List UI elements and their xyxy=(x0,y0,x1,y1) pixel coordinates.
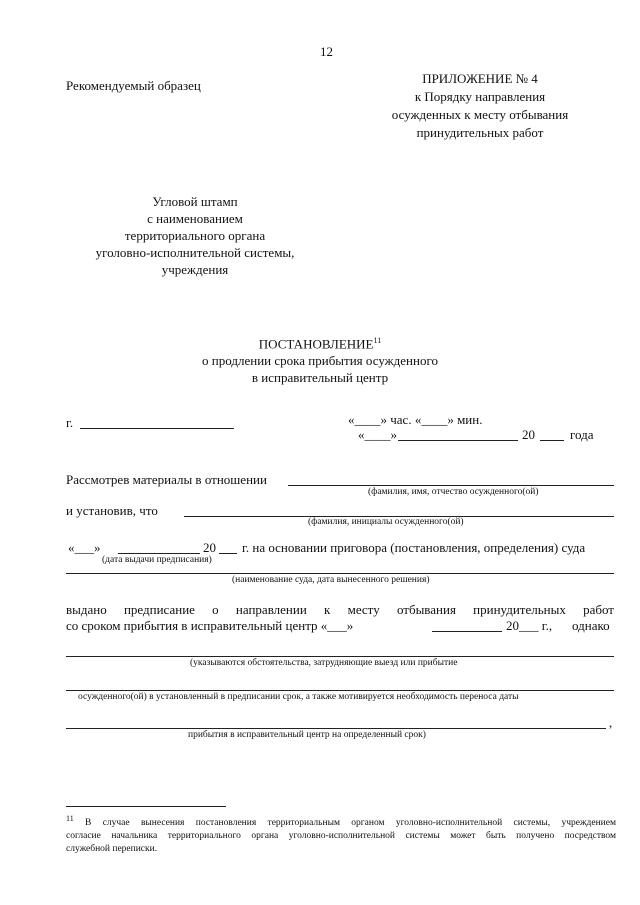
circumstances-field-3[interactable] xyxy=(66,728,606,729)
appendix-title: ПРИЛОЖЕНИЕ № 4 xyxy=(422,71,538,86)
circumstances-field-2[interactable] xyxy=(66,690,614,691)
year-field[interactable] xyxy=(540,440,564,441)
circumstances-caption-3: прибытия в исправительный центр на определенный срок) xyxy=(188,730,426,740)
issued-line1: выдано предписание о направлении к месту отбывания принудительных работ xyxy=(66,602,614,617)
issue-year-field[interactable] xyxy=(219,553,237,554)
circumstances-caption-2: осужденного(ой) в установленный в предписании срок, а также мотивируется необходимость переноса даты xyxy=(78,692,519,702)
title-line2: о продлении срока прибытия осужденного xyxy=(202,353,438,369)
circumstances-field-1[interactable] xyxy=(66,656,614,657)
document-title: ПОСТАНОВЛЕНИЕ xyxy=(258,336,374,352)
stamp-line3: территориального органа xyxy=(124,228,266,243)
considered-label: Рассмотрев материалы в отношении xyxy=(66,472,267,487)
appendix-line2: к Порядку направления xyxy=(414,89,546,104)
issue-year-prefix: 20 xyxy=(203,540,216,555)
convict-initials-caption: (фамилия, инициалы осужденного(ой) xyxy=(308,517,464,527)
court-caption: (наименование суда, дата вынесенного решения) xyxy=(232,575,430,585)
issue-date-caption: (дата выдачи предписания) xyxy=(102,555,212,565)
page-number: 12 xyxy=(320,44,333,59)
issued-line2-year: 20___ г., xyxy=(506,618,553,633)
year-suffix: года xyxy=(570,427,594,442)
arrival-month-field[interactable] xyxy=(432,631,502,632)
stamp-line2: с наименованием xyxy=(147,211,243,226)
circumstances-caption: (указываются обстоятельства, затрудняющие выезд или прибытие xyxy=(190,658,458,668)
footnote-text-2: согласие начальника территориального органа уголовно-исполнительной системы может быть получено посредством xyxy=(66,831,616,842)
footnote-number: 11 xyxy=(66,814,74,823)
recommended-sample-label: Рекомендуемый образец xyxy=(66,78,201,93)
city-field[interactable] xyxy=(80,428,234,429)
document-title-block xyxy=(180,332,460,386)
city-prefix: г. xyxy=(66,415,74,430)
issued-line2-end: однако xyxy=(572,618,610,633)
footnote-block xyxy=(66,812,616,856)
title-line3: в исправительный центр xyxy=(251,370,389,386)
title-footnote-ref: 11 xyxy=(373,336,382,345)
footnote-text-1: В случае вынесения постановления территориальным органом уголовно-исполнительной системы, учреждением xyxy=(85,818,616,829)
footnote-text-3: служебной переписки. xyxy=(66,844,158,855)
convict-fullname-field[interactable] xyxy=(288,485,614,486)
established-label: и установив, что xyxy=(66,503,158,518)
stamp-line1: Угловой штамп xyxy=(152,194,238,209)
appendix-line3: осужденных к месту отбывания xyxy=(391,107,569,122)
court-field[interactable] xyxy=(66,573,614,574)
verdict-text: г. на основании приговора (постановления, определения) суда xyxy=(242,540,586,555)
corner-stamp-block xyxy=(60,193,330,278)
year-prefix: 20 xyxy=(522,427,535,442)
convict-fullname-caption: (фамилия, имя, отчество осужденного(ой) xyxy=(368,487,539,497)
date-day-field[interactable]: «____» xyxy=(358,427,397,442)
appendix-block xyxy=(380,70,580,142)
appendix-line4: принудительных работ xyxy=(416,125,544,140)
circumstances-comma: , xyxy=(609,715,613,730)
issue-date-day-field[interactable]: «___» xyxy=(68,540,101,555)
issued-line2-text: со сроком прибытия в исправительный центр «___» xyxy=(66,618,354,633)
time-field[interactable]: «____» час. «____» мин. xyxy=(348,412,483,427)
date-month-field[interactable] xyxy=(398,440,518,441)
issue-date-month-field[interactable] xyxy=(118,553,200,554)
footnote-separator xyxy=(66,806,226,807)
stamp-line5: учреждения xyxy=(161,262,229,277)
stamp-line4: уголовно-исполнительной системы, xyxy=(95,245,295,260)
